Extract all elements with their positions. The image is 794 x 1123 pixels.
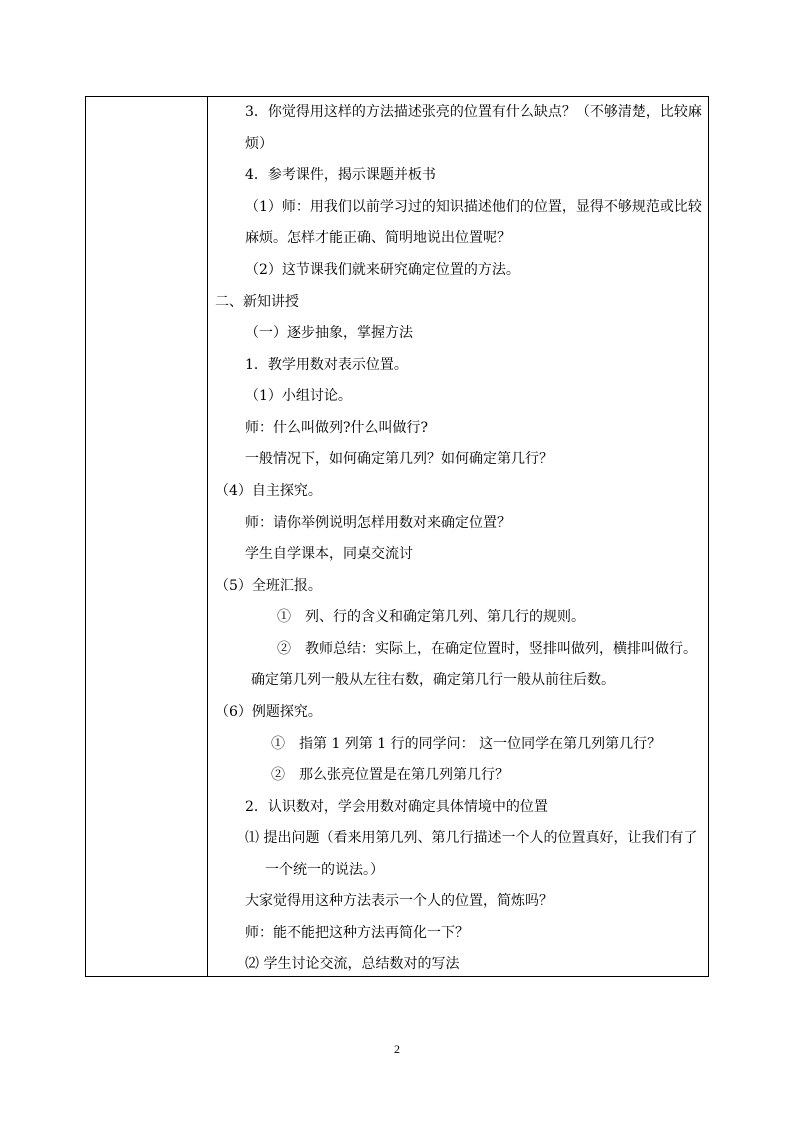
content-line: 学生自学课本，同桌交流讨 — [245, 546, 413, 562]
page-number: 2 — [394, 1042, 400, 1056]
content-line: 一般情况下，如何确定第几列？如何确定第几行？ — [245, 451, 553, 467]
content-line: （6）例题探究。 — [215, 704, 322, 720]
content-line: 师：能不能把这种方法再简化一下？ — [245, 925, 469, 941]
content-area — [208, 97, 708, 976]
content-line: 4．参考课件，揭示课题并板书 — [245, 167, 436, 183]
content-line: （4）自主探究。 — [215, 483, 322, 499]
content-line: 一个统一的说法。） — [265, 862, 384, 878]
content-line: （1）小组讨论。 — [245, 388, 352, 404]
content-line: 大家觉得用这种方法表示一个人的位置，简炼吗？ — [245, 893, 553, 909]
left-column-cell — [86, 97, 208, 977]
content-line: ① 列、行的含义和确定第几列、第几行的规则。 — [277, 609, 585, 625]
content-column-cell — [208, 97, 709, 977]
content-line: 烦） — [245, 136, 273, 152]
content-line: 确定第几列一般从左往右数，确定第几行一般从前往后数。 — [251, 672, 615, 688]
content-line: 师：请你举例说明怎样用数对来确定位置？ — [245, 515, 511, 531]
content-line: 师：什么叫做列?什么叫做行? — [245, 420, 429, 436]
section-heading: 二、新知讲授 — [215, 294, 299, 310]
content-line: 麻烦。怎样才能正确、简明地说出位置呢？ — [245, 230, 511, 246]
content-line: ⑵ 学生讨论交流，总结数对的写法 — [245, 956, 460, 972]
content-line: ⑴ 提出问题（看来用第几列、第几行描述一个人的位置真好，让我们有了 — [245, 830, 698, 846]
content-line: ② 教师总结：实际上，在确定位置时，竖排叫做列，横排叫做行。 — [277, 641, 697, 657]
content-line: （一）逐步抽象，掌握方法 — [245, 325, 413, 341]
content-line: ① 指第 1 列第 1 行的同学问： 这一位同学在第几列第几行？ — [271, 736, 662, 752]
content-line: 2．认识数对，学会用数对确定具体情境中的位置 — [245, 799, 548, 815]
content-line: 3．你觉得用这样的方法描述张亮的位置有什么缺点？（不够清楚，比较麻 — [245, 104, 702, 120]
content-line: 1．教学用数对表示位置。 — [245, 357, 408, 373]
content-line: （1）师：用我们以前学习过的知识描述他们的位置，显得不够规范或比较 — [245, 199, 702, 215]
content-line: ② 那么张亮位置是在第几列第几行？ — [271, 767, 509, 783]
content-line: （5）全班汇报。 — [215, 578, 322, 594]
lesson-plan-table — [85, 96, 709, 977]
content-line: （2）这节课我们就来研究确定位置的方法。 — [245, 262, 520, 278]
